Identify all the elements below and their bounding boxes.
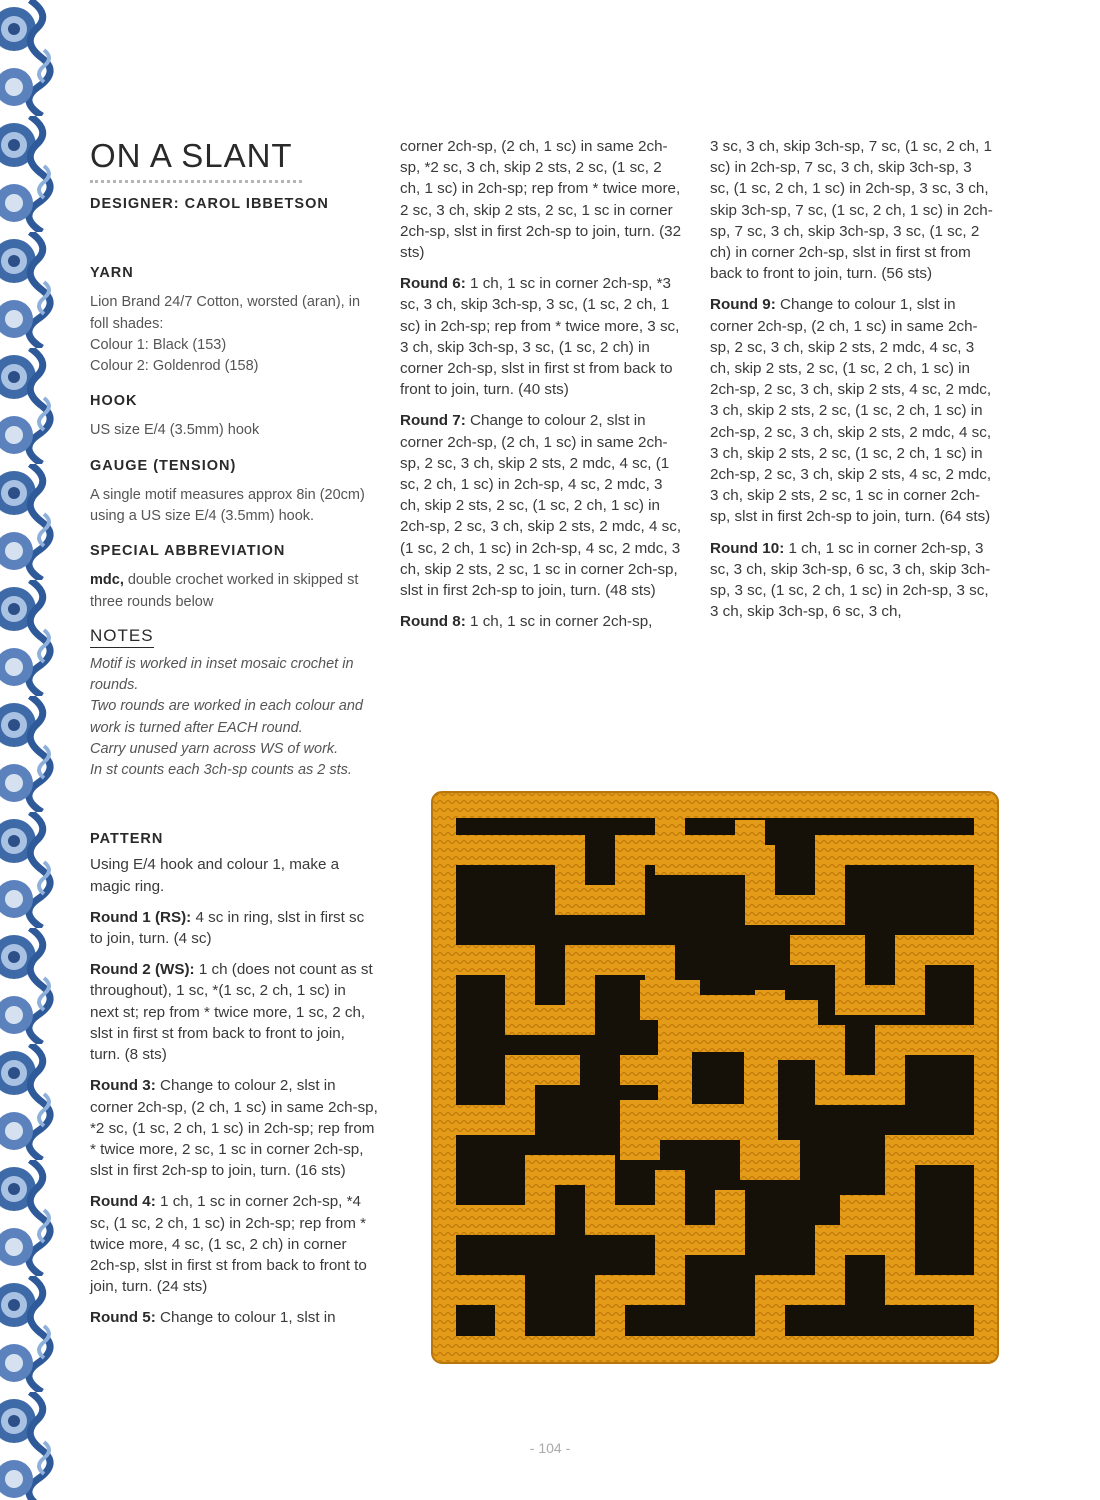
round-text: 1 ch, 1 sc in corner 2ch-sp, *3 sc, 3 ch, skip 3ch-sp, 3 sc, (1 sc, 2 ch, 1 sc) in 2ch-sp; rep from * twice more, 3 sc, 3 ch, skip 3ch-sp, 3 sc, (1 sc, 2 ch) in corner 2ch-sp, slst in first st from back to front to join, turn. (40 sts) [400,275,680,399]
yarn-line: Colour 2: Goldenrod (158) [90,358,259,375]
pattern-intro: Using E/4 hook and colour 1, make a magic ring. [90,856,340,895]
hook-heading: HOOK [90,393,138,410]
round-text: Change to colour 1, slst in [155,1309,336,1327]
round-instruction [90,959,378,1065]
round-label: Round 5: [90,1309,156,1327]
round-label: Round 6: [400,275,466,293]
round-instruction [90,1075,378,1181]
yarn-line: Lion Brand 24/7 Cotton, worsted (aran), in foll shades: [90,294,361,332]
round-instruction [710,538,995,623]
notes-heading: NOTES [90,625,154,648]
round-text: Change to colour 2, slst in corner 2ch-sp, (2 ch, 1 sc) in same 2ch-sp, 2 sc, 3 ch, skip 2 sts, 2 mdc, 4 sc, (1 sc, 2 ch, 1 sc) in 2ch-sp, 4 sc, 2 mdc, 3 ch, skip 2 sts, 2 sc, (1 sc, 2 ch, 1 sc) in 2ch-sp, 2 sc, 3 ch, skip 2 sts, 2 mdc, 4 sc, (1 sc, 2 ch, 1 sc) in 2ch-sp, 4 sc, 2 mdc, 3 ch, skip 2 sts, 2 sc, 1 sc in corner 2ch-sp, slst in first 2ch-sp to join, turn. (48 sts) [400,412,682,600]
round-continuation: corner 2ch-sp, (2 ch, 1 sc) in same 2ch-sp, *2 sc, 3 ch, skip 2 sts, 2 sc, (1 sc, 2 ch, 1 sc) in 2ch-sp; rep from * twice more, 2 sc, 3 ch, skip 2 sts, 2 sc, 1 sc in corner 2ch-sp, slst in first 2ch-sp to join, turn. (32 sts) [400,138,682,262]
round-label: Round 3: [90,1077,156,1095]
special-abbreviation-text [90,570,378,612]
round-text: 1 ch, 1 sc in corner 2ch-sp, [465,613,653,631]
decorative-tile-border [0,0,58,1500]
round-text: 4 sc in ring, slst in first sc to join, turn. (4 sc) [90,908,365,948]
hook-text: US size E/4 (3.5mm) hook [90,422,260,439]
gauge-heading: GAUGE (TENSION) [90,457,237,474]
page-number: - 104 - [529,1440,571,1456]
gauge-text: A single motif measures approx 8in (20cm) using a US size E/4 (3.5mm) hook. [90,486,365,525]
round-instruction [400,611,685,632]
round-continuation: 3 sc, 3 ch, skip 3ch-sp, 7 sc, (1 sc, 2 ch, 1 sc) in 2ch-sp, 7 sc, 3 ch, skip 3ch-sp, 3 sc, (1 sc, 2 ch, 1 sc) in 2ch-sp, 3 sc, 3 ch, skip 3ch-sp, 7 sc, (1 sc, 2 ch, 1 sc) in 2ch-sp, 7 sc, 3 ch, skip 3ch-sp, 3 sc, (1 sc, 2 ch) in corner 2ch-sp, slst in first st from back to front to join, turn. (56 sts) [710,138,993,283]
round-text: Change to colour 1, slst in corner 2ch-sp, (2 ch, 1 sc) in same 2ch-sp, 2 sc, 3 ch, skip 2 sts, 2 mdc, 4 sc, 3 ch, skip 2 sts, 2 sc, (1 sc, 2 ch, 1 sc) in 2ch-sp, 2 sc, 3 ch, skip 2 sts, 4 sc, 2 mdc, 3 ch, skip 2 sts, 2 sc, (1 sc, 2 ch, 1 sc) in 2ch-sp, 2 sc, 3 ch, skip 2 sts, 2 mdc, 4 sc, 3 ch, skip 2 sts, 2 sc, (1 sc, 2 ch, 1 sc) in 2ch-sp, 2 sc, 3 ch, skip 2 sts, 4 sc, 2 mdc, 3 ch, skip 2 sts, 2 sc, 1 sc in corner 2ch-sp, slst in first 2ch-sp to join, turn. (64 sts) [710,296,992,526]
round-instruction [400,410,685,601]
round-instruction [400,273,685,400]
round-label: Round 8: [400,613,466,631]
designer-credit: DESIGNER: CAROL IBBETSON [90,196,329,212]
note-line: Carry unused yarn across WS of work. [90,740,339,757]
round-text: Change to colour 2, slst in corner 2ch-sp, (2 ch, 1 sc) in same 2ch-sp, *2 sc, (1 sc, 2 ch, 1 sc) in 2ch-sp; rep from * twice more, 2 sc, 1 sc in corner 2ch-sp, slst in first 2ch-sp to join, turn. (16 sts) [90,1077,378,1180]
round-text: 1 ch, 1 sc in corner 2ch-sp, *4 sc, (1 sc, 2 ch, 1 sc) in 2ch-sp; rep from * twice more, 4 sc, (1 sc, 2 ch) in corner 2ch-sp, slst in first st from back to front to join, turn. (24 sts) [90,1193,367,1296]
note-line: Motif is worked in inset mosaic crochet in rounds. [90,656,354,694]
round-label: Round 7: [400,412,466,430]
column-middle [400,136,685,642]
round-instruction [90,1307,378,1328]
abbreviation-definition: double crochet worked in skipped st three rounds below [90,572,359,610]
note-line: In st counts each 3ch-sp counts as 2 sts. [90,762,352,779]
title-dotted-divider [90,180,302,183]
round-instruction [710,294,995,527]
abbreviation-term: mdc, [90,572,124,589]
yarn-heading: YARN [90,265,134,282]
round-text: 1 ch, 1 sc in corner 2ch-sp, 3 sc, 3 ch, skip 3ch-sp, 6 sc, 3 ch, skip 3ch-sp, 3 sc, (1 sc, 2 ch, 1 sc) in 2ch-sp, 3 sc, 3 ch, skip 3ch-sp, 6 sc, 3 ch, [710,539,991,621]
special-abbreviation-heading: SPECIAL ABBREVIATION [90,543,286,560]
pattern-heading: PATTERN [90,831,164,848]
round-instruction [90,1191,378,1297]
column-right [710,136,995,632]
note-line: Two rounds are worked in each colour and work is turned after EACH round. [90,698,363,736]
round-label: Round 4: [90,1193,156,1211]
yarn-section [90,292,378,377]
round-instruction [90,907,378,949]
column-left [90,138,378,1339]
notes-section [90,654,378,781]
round-label: Round 10: [710,539,785,557]
yarn-line: Colour 1: Black (153) [90,336,227,353]
round-label: Round 1 (RS): [90,908,192,926]
round-label: Round 9: [710,296,776,314]
page-title: ON A SLANT [90,137,293,174]
round-text: 1 ch (does not count as st throughout), 1 sc, *(1 sc, 2 ch, 1 sc) in next st; rep from * twice more, 1 sc, 2 ch, slst in first st from back to front to join, turn. (8 sts) [90,961,373,1064]
round-label: Round 2 (WS): [90,961,195,979]
crochet-motif-image [430,790,1000,1365]
